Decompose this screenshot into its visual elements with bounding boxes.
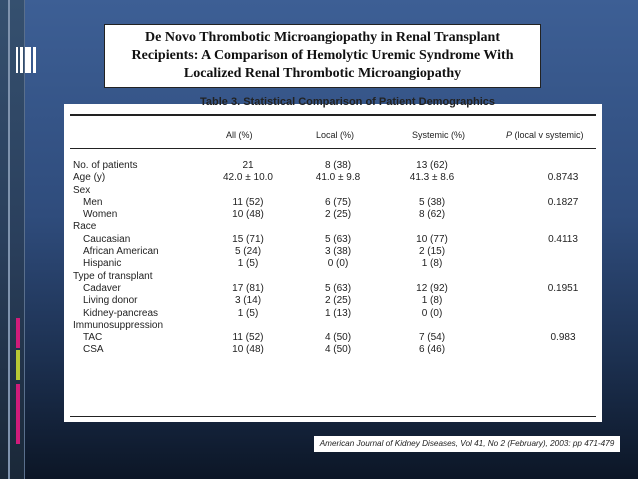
table-caption: Table 3. Statistical Comparison of Patient Demographics [200,96,496,108]
table-row [64,246,602,258]
header-p-prefix: P [506,130,513,140]
title-line-2: Recipients: A Comparison of Hemolytic Uremic Syndrome With [131,48,514,63]
cell-local: 4 (50) [324,332,352,344]
cell-local: 5 (63) [324,282,352,294]
accent-bar-magenta-lower [16,384,20,444]
cell-p-value: 0.983 [550,332,576,344]
cell-systemic: 7 (54) [418,332,446,344]
title-line-3: Localized Renal Thrombotic Microangiopathy [183,66,462,81]
citation: American Journal of Kidney Diseases, Vol 41, No 2 (February), 2003: pp 471-479 [314,436,620,452]
cell-p-value: 0.8743 [547,172,579,184]
row-label: Hispanic [83,258,122,270]
cell-all: 1 (5) [237,307,259,319]
row-label: Age (y) [73,172,106,184]
cell-local: 3 (38) [324,246,352,258]
accent-bar-magenta [16,318,20,348]
cell-systemic: 6 (46) [418,344,446,356]
cell-systemic: 1 (8) [421,258,443,270]
cell-local: 0 (0) [327,258,349,270]
table-body [64,160,602,357]
header-p-suffix: (local v systemic) [514,130,584,140]
header-all: All (%) [226,130,253,140]
cell-p-value: 0.4113 [548,233,578,245]
cell-local: 2 (25) [324,295,352,307]
accent-bar-lime [16,350,20,380]
cell-systemic: 2 (15) [418,246,446,258]
cell-local: 5 (63) [324,233,352,245]
cell-all: 11 (52) [232,332,264,344]
table-row [64,234,602,246]
row-label: Immunosuppression [73,319,164,331]
table-header-rule [70,148,596,149]
row-label: Women [83,209,118,221]
table-row [64,332,602,344]
cell-systemic: 1 (8) [421,295,443,307]
table-row [64,185,602,197]
cell-systemic: 5 (38) [418,196,446,208]
table-row [64,283,602,295]
cell-all: 11 (52) [232,196,264,208]
row-label: TAC [83,332,103,344]
cell-all: 21 [242,160,254,171]
row-label: Living donor [83,295,138,307]
table-row [64,271,602,283]
table-row [64,221,602,233]
row-label: Type of transplant [73,270,153,282]
header-local: Local (%) [316,130,355,140]
table-bottom-rule [70,416,596,417]
table-row [64,308,602,320]
cell-systemic: 10 (77) [416,233,448,245]
cell-all: 42.0 ± 10.0 [223,172,273,184]
cell-p-value: 0.1951 [547,282,579,294]
row-label: No. of patients [73,160,138,171]
cell-all: 15 (71) [232,233,264,245]
row-label: African American [83,246,159,258]
table-row [64,320,602,332]
row-label: Kidney-pancreas [83,307,159,319]
header-p-value [506,130,584,140]
table-row [64,258,602,270]
demographics-table [64,96,602,422]
cell-local: 41.0 ± 9.8 [315,172,361,184]
row-label: Caucasian [83,233,131,245]
table-row [64,295,602,307]
slide-title [104,24,541,88]
row-label: Cadaver [83,282,121,294]
cell-local: 1 (13) [324,307,352,319]
cell-all: 1 (5) [237,258,259,270]
cell-local: 6 (75) [324,196,352,208]
header-systemic: Systemic (%) [412,130,466,140]
cell-systemic: 41.3 ± 8.6 [409,172,455,184]
cell-all: 17 (81) [232,282,264,294]
cell-all: 5 (24) [234,246,262,258]
cell-local: 4 (50) [324,344,352,356]
cell-systemic: 13 (62) [416,160,448,171]
row-label: CSA [83,344,104,356]
cell-all: 3 (14) [234,295,262,307]
cell-all: 10 (48) [232,344,264,356]
table-row [64,209,602,221]
cell-local: 2 (25) [324,209,352,221]
cell-local: 8 (38) [324,160,352,171]
cell-systemic: 8 (62) [418,209,446,221]
cell-all: 10 (48) [232,209,264,221]
table-row [64,344,602,356]
cell-systemic: 0 (0) [421,307,443,319]
table-row [64,172,602,184]
table-row [64,160,602,172]
table-row [64,197,602,209]
title-line-1: De Novo Thrombotic Microangiopathy in Renal Transplant [145,30,500,45]
table-top-rule [70,114,596,116]
row-label: Sex [73,184,91,196]
cell-p-value: 0.1827 [547,196,579,208]
row-label: Race [73,221,97,233]
cell-systemic: 12 (92) [416,282,448,294]
row-label: Men [83,196,103,208]
